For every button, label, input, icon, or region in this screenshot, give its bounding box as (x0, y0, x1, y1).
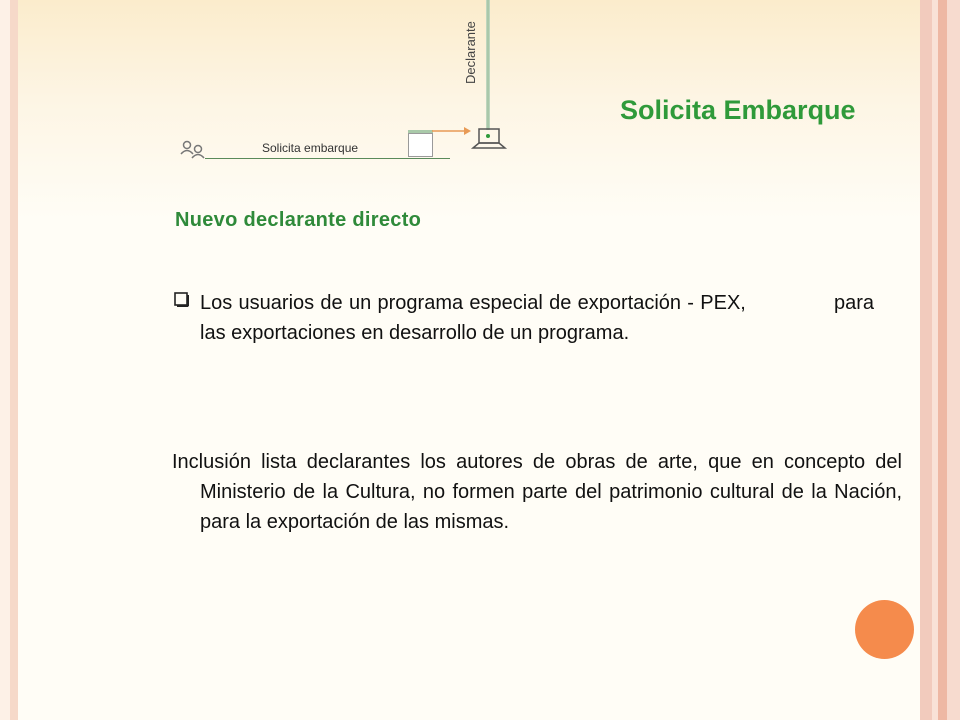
checkbox-bullet-icon (174, 292, 189, 307)
section-heading: Nuevo declarante directo (175, 209, 422, 231)
swimlane-line (486, 0, 490, 130)
body-paragraph: Inclusión lista declarantes los autores de obras de arte, que en concepto del Ministerio de la Cultura, no formen parte del patrimonio cultural de la Nación, para la exportación de las mismas. (172, 451, 902, 533)
actor-label: Declarante (463, 21, 478, 84)
right-border-1 (920, 0, 932, 720)
laptop-icon (470, 126, 508, 152)
left-border (10, 0, 18, 720)
right-border-3 (938, 0, 947, 720)
left-border-light (0, 0, 10, 720)
process-line (205, 158, 450, 159)
right-border-4 (947, 0, 960, 720)
decorative-circle (855, 600, 914, 659)
arrow-icon (430, 122, 472, 138)
bullet-text: Los usuarios de un programa especial de exportación - PEX, para las exportaciones en desarrollo de un programa. (200, 292, 880, 344)
diagram-title: Solicita Embarque (620, 95, 856, 125)
users-icon (178, 139, 208, 161)
process-label: Solicita embarque (262, 141, 359, 155)
